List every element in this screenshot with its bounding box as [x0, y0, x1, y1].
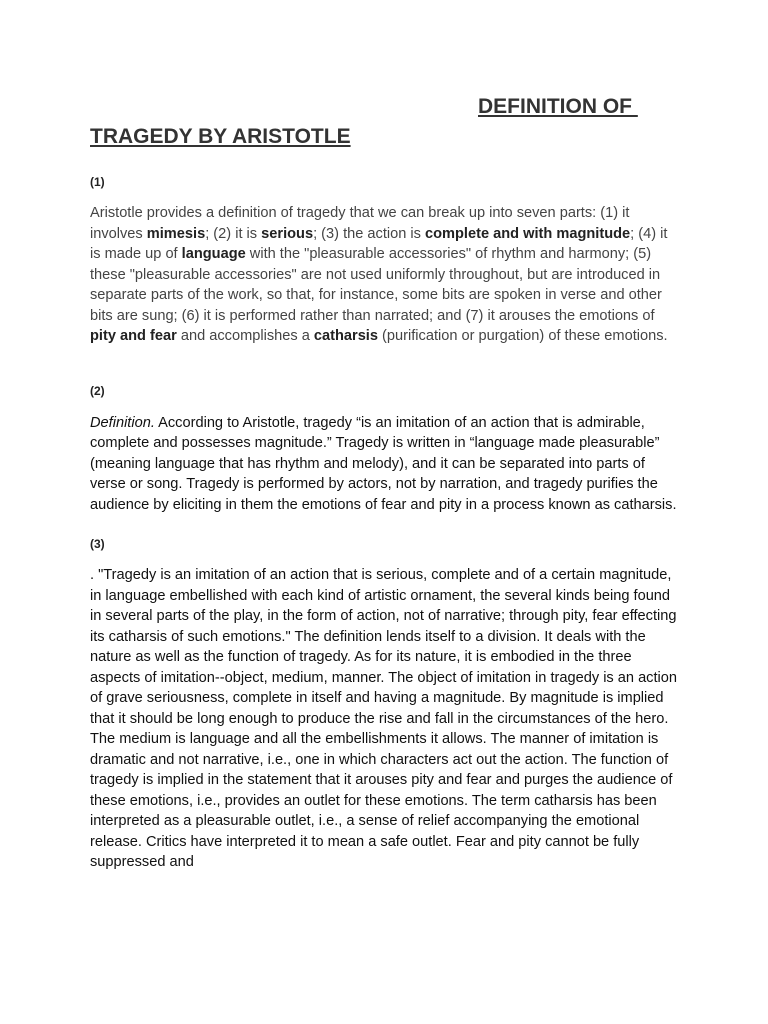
section-number-3: (3): [90, 537, 105, 551]
text-run: According to Aristotle, tragedy “is an imitation of an action that is admirable, complete and possesses magnitude.” Tragedy is written in “language made pleasurable” (meaning language that has rhythm and melody), and it can be separated into parts of verse or song. Tragedy is performed by actors, not by narration, and tragedy purifies the audience by eliciting in them the emotions of fear and pity in a process known as catharsis.: [90, 414, 677, 513]
text-run: ; (2) it is: [205, 225, 262, 242]
section-2-text: [90, 413, 680, 516]
text-run: . "Tragedy is an imitation of an action that is serious, complete and of a certain magnitude, in language embellished with each kind of artistic ornament, the several kinds being found in several parts of the play, in the form of action, not of narrative; through pity, fear effecting its catharsis of such emotions." The definition lends itself to a division. It deals with the nature as well as the function of tragedy. As for its nature, it is embodied in the three aspects of imitation--object, medium, manner. The object of imitation in tragedy is an action of grave seriousness, complete in itself and having a magnitude. By magnitude is implied that it should be long enough to produce the rise and fall in the circumstances of the hero. The medium is language and all the embellishments it allows. The manner of imitation is dramatic and not narrative, i.e., one in which characters act out the action. The function of tragedy is implied in the statement that it arouses pity and fear and purges the audience of these emotions, i.e., provides an outlet for these emotions. The term catharsis has been interpreted as a pleasurable outlet, i.e., a sense of relief accompanying the emotional release. Critics have interpreted it to mean a safe outlet. Fear and pity cannot be fully suppressed and: [90, 567, 678, 870]
bold-term: language: [181, 246, 246, 262]
title-line-2: TRAGEDY BY ARISTOTLE: [90, 125, 351, 148]
text-run: ; (3) the action is: [313, 225, 426, 242]
section-3-text: [90, 565, 680, 873]
section-1-text: [90, 203, 680, 347]
title-line-1: DEFINITION OF: [478, 95, 638, 118]
document-page: [90, 92, 680, 873]
document-title: [90, 92, 680, 152]
bold-term: mimesis: [146, 225, 206, 242]
bold-term: serious: [261, 225, 314, 242]
text-run: Aristotle provides a definition of tragedy that we can break up into seven parts: (1) it involves: [90, 205, 630, 242]
bold-term: catharsis: [313, 328, 378, 344]
text-run: and accomplishes a: [176, 328, 314, 344]
text-run: (purification or purgation) of these emotions.: [377, 328, 668, 344]
text-run: with the "pleasurable accessories" of rhythm and harmony; (5) these "pleasurable accessories" are not used uniformly throughout, but are introduced in separate parts of the work, so that, for instance, some bits are spoken in verse and other bits are sung; (6) it is performed rather than narrated; and (7) it arouses the emotions of: [90, 246, 662, 324]
section-number-2: (2): [90, 383, 105, 398]
bold-term: complete and with magnitude: [425, 225, 631, 242]
text-run: ; (4) it is made up of: [90, 225, 668, 262]
italic-term: Definition.: [90, 414, 155, 431]
bold-term: pity and fear: [90, 328, 177, 344]
section-number-1: (1): [90, 175, 105, 189]
